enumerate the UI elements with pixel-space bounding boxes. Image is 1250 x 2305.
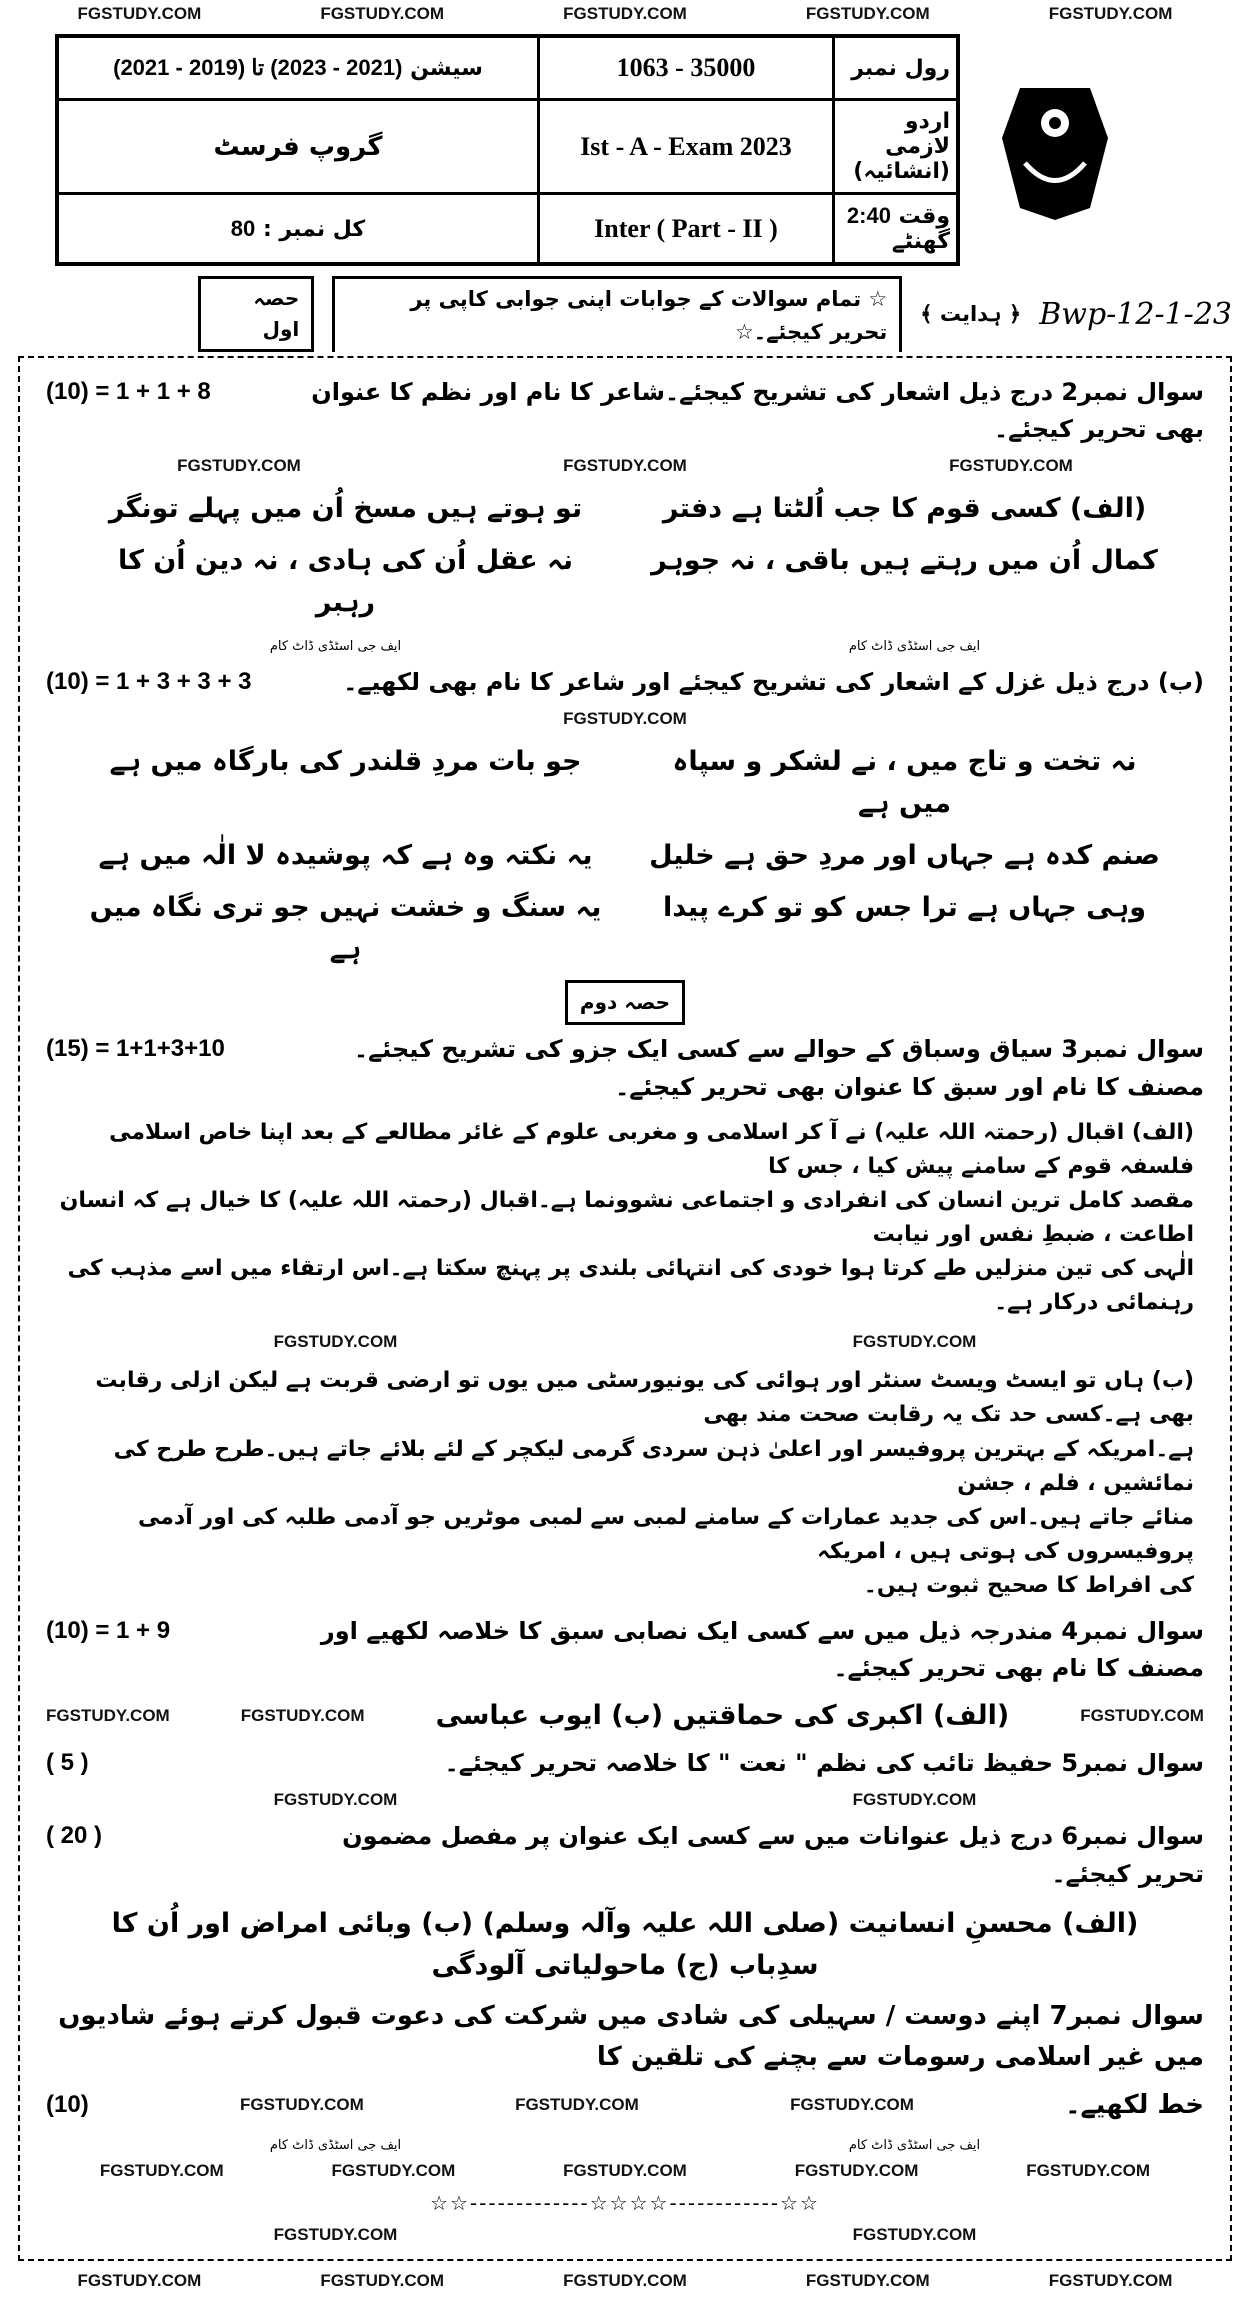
q6-row	[46, 1818, 1204, 1892]
q2-row	[46, 374, 1204, 448]
watermark: FGSTUDY.COM	[563, 709, 687, 729]
verse-line: یہ سنگ و خشت نہیں جو تری نگاہ میں ہے	[89, 891, 602, 965]
time-unit: گھنٹے	[891, 229, 950, 254]
watermark: FGSTUDY.COM	[563, 2161, 687, 2181]
q2-marks: (10) = 1 + 1 + 8	[46, 378, 211, 406]
watermark: FGSTUDY.COM	[805, 4, 930, 23]
verse-line: وہی جہاں ہے ترا جس کو تو کرے پیدا	[662, 891, 1147, 923]
questions-area	[18, 356, 1232, 2261]
watermark: FGSTUDY.COM	[794, 2161, 919, 2181]
part-two-box	[565, 980, 685, 1025]
total-marks-label: کل نمبر :	[262, 216, 366, 242]
passage	[46, 1364, 1204, 1603]
watermark-row	[46, 2159, 1204, 2183]
watermark-row	[46, 707, 1204, 731]
urdu-watermark: ایف جی اسٹڈی ڈاٹ کام	[848, 638, 981, 654]
passage-line: ہے۔امریکہ کے بہترین پروفیسر اور اعلیٰ ذہن سردی گرمی لیکچر کے لئے بلائے جاتے ہیں۔طرح طرح کی نمائشیں ، فلم ، جشن	[113, 1436, 1194, 1496]
part-one-box	[198, 276, 314, 352]
verse	[46, 887, 1204, 971]
watermark-row	[46, 1788, 1204, 1812]
urdu-watermark-row	[46, 2133, 1204, 2157]
urdu-watermark-row	[46, 634, 1204, 658]
q6-options: (الف) محسنِ انسانیت (صلی اللہ علیہ وآلہ وسلم) (ب) وبائی امراض اور اُن کا سدِباب (ج) ماحولیاتی آلودگی	[111, 1907, 1139, 1981]
part-one-label: حصہ اول	[253, 286, 300, 342]
watermark: FGSTUDY.COM	[1026, 2161, 1151, 2181]
watermark-row	[18, 0, 1232, 28]
board-logo-icon	[1000, 78, 1110, 223]
verse-line: نہ عقل اُن کی ہادی ، نہ دین اُن کا رہبر	[117, 545, 574, 619]
part-two-label: حصہ دوم	[579, 990, 671, 1015]
time-value: 2:40	[846, 203, 891, 228]
watermark: FGSTUDY.COM	[273, 1790, 398, 1810]
verse-line: یہ نکتہ وہ ہے کہ پوشیدہ لا الٰہ میں ہے	[98, 839, 593, 871]
urdu-watermark: ایف جی اسٹڈی ڈاٹ کام	[269, 2137, 402, 2153]
passage-line: (ب) ہاں تو ایسٹ ویسٹ سنٹر اور ہوائی کی یونیورسٹی میں یوں تو ارضی قربت ہے لیکن ازلی رقابت بھی ہے۔کسی حد تک یہ رقابت صحت مند بھی	[95, 1368, 1194, 1428]
instruction-text: ☆ تمام سوالات کے جوابات اپنی جوابی کاپی پر تحریر کیجئے۔☆	[410, 287, 888, 344]
watermark: FGSTUDY.COM	[77, 4, 202, 23]
q6-options-row	[46, 1903, 1204, 1987]
verse-line: نہ تخت و تاج میں ، نے لشکر و سپاہ میں ہے	[672, 746, 1137, 820]
watermark: FGSTUDY.COM	[1080, 1706, 1204, 1726]
q7-line2-row	[46, 2085, 1204, 2125]
q2b-heading: (ب) درج ذیل غزل کے اشعار کی تشریح کیجئے اور شاعر کا نام بھی لکھیے۔	[343, 668, 1204, 696]
watermark: FGSTUDY.COM	[46, 1706, 170, 1726]
subject: اردو لازمی (انشائیہ)	[834, 100, 959, 194]
watermark: FGSTUDY.COM	[99, 2161, 224, 2181]
class-name: Inter ( Part - II )	[539, 194, 834, 265]
group: گروپ فرسٹ	[57, 100, 539, 194]
part-two-row	[46, 980, 1204, 1025]
watermark: FGSTUDY.COM	[240, 1706, 365, 1726]
q6-heading: سوال نمبر6 درج ذیل عنوانات میں سے کسی ایک عنوان پر مفصل مضمون تحریر کیجئے۔	[342, 1822, 1204, 1888]
q4-heading: سوال نمبر4 مندرجہ ذیل میں سے کسی ایک نصابی سبق کا خلاصہ لکھیے اور مصنف کا نام بھی تحریر کیجئے۔	[320, 1617, 1204, 1683]
verse	[46, 835, 1204, 877]
total-marks-value: 80	[230, 215, 256, 241]
verse-line: صنم کدہ ہے جہاں اور مردِ حق ہے خلیل	[649, 839, 1160, 871]
watermark: FGSTUDY.COM	[240, 2095, 364, 2115]
q6-marks: ( 20 )	[46, 1822, 103, 1850]
verse-line: (الف) کسی قوم کا جب اُلٹتا ہے دفتر	[662, 493, 1147, 525]
q4-options-row	[46, 1695, 1204, 1737]
passage-line: منائے جاتے ہیں۔اس کی جدید عمارات کے سامنے لمبی سے لمبی موٹریں جو آدمی طلبہ کی اور آدمی پروفیسروں کی ہوتی ہیں ، امریکہ	[138, 1504, 1194, 1564]
watermark: FGSTUDY.COM	[805, 2271, 930, 2291]
q7-line2: خط لکھیے۔	[1065, 2090, 1204, 2121]
passage	[46, 1116, 1204, 1321]
verse-line: جو بات مردِ قلندر کی بارگاہ میں ہے	[109, 746, 582, 778]
watermark: FGSTUDY.COM	[1048, 2271, 1173, 2291]
q2-heading: سوال نمبر2 درج ذیل اشعار کی تشریح کیجئے۔شاعر کا نام اور نظم کا عنوان بھی تحریر کیجئے۔	[311, 378, 1204, 444]
watermark: FGSTUDY.COM	[320, 4, 445, 23]
verse	[46, 488, 1204, 530]
q5-row	[46, 1745, 1204, 1782]
watermark-row	[18, 2267, 1232, 2295]
watermark: FGSTUDY.COM	[790, 2095, 914, 2115]
instruction-box	[332, 276, 902, 352]
watermark-row	[46, 454, 1204, 478]
handwritten-note: Bwp-12-1-23	[1039, 296, 1232, 332]
q4-options: (الف) اکبری کی حماقتیں (ب) ایوب عباسی	[435, 1700, 1010, 1732]
watermark: FGSTUDY.COM	[852, 2225, 977, 2245]
watermark: FGSTUDY.COM	[177, 456, 301, 476]
q4-row	[46, 1613, 1204, 1687]
q7-row	[46, 1996, 1204, 2077]
q5-marks: ( 5 )	[46, 1749, 89, 1777]
watermark-row	[46, 2223, 1204, 2247]
watermark: FGSTUDY.COM	[273, 2225, 398, 2245]
watermark: FGSTUDY.COM	[852, 1790, 977, 1810]
passage-line: (الف) اقبال (رحمتہ اللہ علیہ) نے آ کر اسلامی و مغربی علوم کے غائر مطالعے کے بعد اپنا خاص اسلامی فلسفہ قوم کے سامنے پیش کیا ، جس کا	[109, 1119, 1194, 1179]
q3-marks: (15) = 1+1+3+10	[46, 1035, 225, 1063]
passage-line: مقصد کامل ترین انسان کی انفرادی و اجتماعی نشوونما ہے۔اقبال (رحمتہ اللہ علیہ) کا خیال ہے کہ انسان اطاعت ، ضبطِ نفس اور نیابت	[59, 1187, 1194, 1248]
watermark: FGSTUDY.COM	[949, 456, 1073, 476]
session-label: سیشن	[410, 56, 483, 81]
passage-line: الٰہی کی تین منزلیں طے کرتا ہوا خودی کی انتہائی بلندی پر پہنچ سکتا ہے۔اس ارتقاء میں اسے مذہب کی رہنمائی درکار ہے۔	[67, 1256, 1194, 1316]
watermark: FGSTUDY.COM	[852, 1332, 977, 1352]
instructions-row	[198, 276, 1232, 352]
q3-row	[46, 1031, 1204, 1105]
urdu-watermark: ایف جی اسٹڈی ڈاٹ کام	[269, 638, 402, 654]
q7-heading: سوال نمبر7 اپنے دوست / سہیلی کی شادی میں شرکت کی دعوت قبول کرتے ہوئے شادیوں میں غیر اسلامی رسومات سے بچنے کی تلقین کا	[58, 2001, 1204, 2072]
q7-marks: (10)	[46, 2091, 89, 2119]
paper-code: 1063 - 35000	[539, 36, 834, 100]
verse-line: کمال اُن میں رہتے ہیں باقی ، نہ جوہر	[651, 545, 1158, 577]
end-stars: ☆☆-------------☆☆☆☆------------☆☆	[430, 2191, 820, 2216]
verse-line: تو ہوتے ہیں مسخ اُن میں پہلے تونگر	[108, 493, 583, 525]
watermark: FGSTUDY.COM	[515, 2095, 639, 2115]
watermark: FGSTUDY.COM	[1048, 4, 1173, 23]
watermark: FGSTUDY.COM	[331, 2161, 456, 2181]
passage-line: کی افراط کا صحیح ثبوت ہیں۔	[863, 1572, 1194, 1598]
watermark-row	[46, 1330, 1204, 1354]
verse	[46, 540, 1204, 624]
q3-heading: سوال نمبر3 سیاق وسباق کے حوالے سے کسی ایک جزو کی تشریح کیجئے۔مصنف کا نام اور سبق کا عنوان بھی تحریر کیجئے۔	[354, 1035, 1204, 1101]
time-label: وقت	[898, 204, 950, 229]
q2b-row	[46, 664, 1204, 701]
instructions-label: ﴿ ہدایت ﴾	[920, 301, 1022, 326]
watermark: FGSTUDY.COM	[320, 2271, 445, 2291]
verse	[46, 741, 1204, 825]
roll-number-label: رول نمبر	[834, 36, 959, 100]
q4-marks: (10) = 1 + 9	[46, 1617, 171, 1644]
watermark: FGSTUDY.COM	[77, 2271, 202, 2291]
q5-heading: سوال نمبر5 حفیظ تائب کی نظم " نعت " کا خلاصہ تحریر کیجئے۔	[444, 1749, 1204, 1778]
header-table	[55, 34, 960, 266]
urdu-watermark: ایف جی اسٹڈی ڈاٹ کام	[848, 2137, 981, 2153]
watermark: FGSTUDY.COM	[563, 2271, 687, 2291]
q2b-marks: (10) = 1 + 3 + 3 + 3	[46, 668, 252, 695]
session-value: (2021 - 2023) تا (2019 - 2021)	[113, 55, 403, 80]
watermark: FGSTUDY.COM	[273, 1332, 398, 1352]
header	[55, 34, 1232, 266]
exam-title: Ist - A - Exam 2023	[539, 100, 834, 194]
watermark: FGSTUDY.COM	[563, 456, 687, 476]
watermark: FGSTUDY.COM	[563, 4, 687, 23]
